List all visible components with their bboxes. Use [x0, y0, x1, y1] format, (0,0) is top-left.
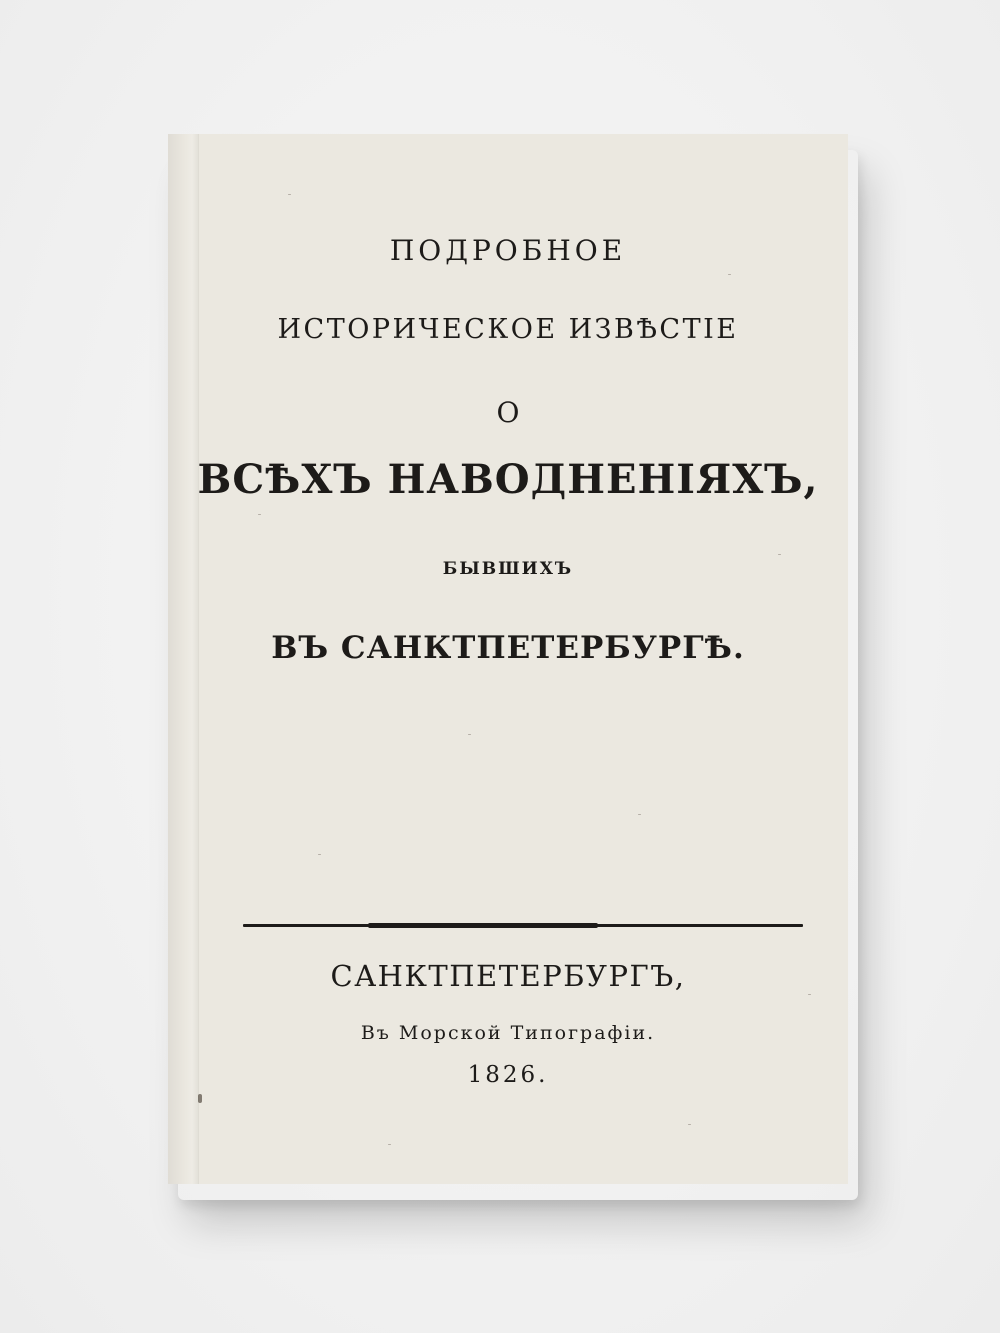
book-cover — [168, 134, 848, 1184]
imprint-city: САНКТПЕТЕРБУРГЪ, — [330, 959, 686, 993]
imprint-press: Въ Морской Типографіи. — [360, 1022, 656, 1044]
paper-speck — [318, 854, 321, 855]
title-line-1: ПОДРОБНОЕ — [389, 234, 627, 267]
paper-speck — [258, 514, 261, 515]
title-line-2: ИСТОРИЧЕСКОЕ ИЗВѢСТІЕ — [277, 314, 739, 345]
paper-speck — [638, 814, 641, 815]
ink-mark — [198, 1094, 202, 1103]
paper-speck — [388, 1144, 391, 1145]
title-line-5: БЫВШИХЪ — [442, 559, 574, 579]
paper-speck — [288, 194, 291, 195]
paper-speck — [808, 994, 811, 995]
title-line-6: ВЪ САНКТПЕТЕРБУРГѢ. — [271, 630, 745, 666]
paper-speck — [688, 1124, 691, 1125]
paper-speck — [468, 734, 471, 735]
paper-speck — [778, 554, 781, 555]
divider-rule-thick-segment — [368, 923, 598, 928]
title-line-3: О — [496, 396, 520, 429]
imprint-year: 1826. — [467, 1062, 549, 1088]
paper-speck — [728, 274, 731, 275]
title-main: ВСѢХЪ НАВОДНЕНІЯХЪ, — [197, 456, 819, 503]
